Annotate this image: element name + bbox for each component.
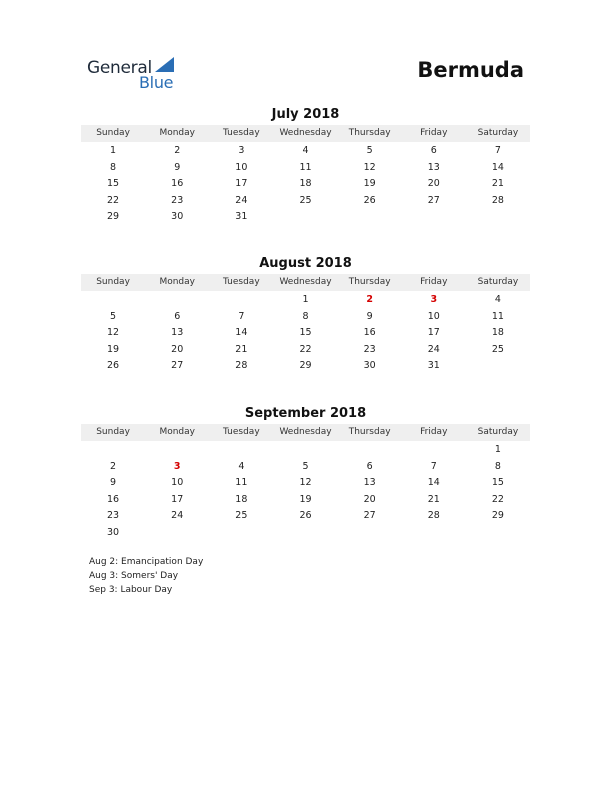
day-cell bbox=[273, 209, 337, 226]
month-title: September 2018 bbox=[244, 406, 367, 421]
week-row bbox=[81, 160, 530, 177]
day-cell: 31 bbox=[235, 211, 248, 223]
day-cell: 28 bbox=[491, 194, 504, 206]
week-row bbox=[81, 492, 530, 509]
day-cell: 24 bbox=[427, 343, 440, 355]
day-cell bbox=[402, 442, 466, 459]
weekday-label: Thursday bbox=[348, 128, 391, 138]
day-cell: 4 bbox=[302, 145, 309, 156]
day-cell bbox=[145, 525, 209, 542]
day-cell bbox=[402, 209, 466, 226]
day-cell bbox=[273, 442, 337, 459]
day-cell bbox=[209, 525, 273, 542]
day-cell bbox=[466, 209, 530, 226]
weekday-label: Wednesday bbox=[279, 277, 332, 287]
holiday-entry: Sep 3: Labour Day bbox=[89, 585, 173, 595]
day-cell: 10 bbox=[235, 161, 248, 173]
day-cell: 15 bbox=[107, 178, 120, 190]
weekday-label: Saturday bbox=[477, 128, 519, 138]
day-cell: 29 bbox=[491, 510, 504, 522]
day-cell: 11 bbox=[235, 477, 248, 489]
day-cell: 5 bbox=[110, 310, 117, 322]
day-cell: 17 bbox=[171, 493, 184, 505]
day-cell: 6 bbox=[366, 460, 373, 472]
week-row bbox=[81, 442, 530, 459]
weekday-label: Friday bbox=[420, 427, 448, 437]
day-cell bbox=[338, 209, 402, 226]
weekday-label: Tuesday bbox=[223, 128, 260, 138]
day-cell: 3 bbox=[238, 145, 245, 156]
day-cell: 10 bbox=[171, 477, 184, 489]
weeks bbox=[81, 143, 530, 226]
day-cell: 5 bbox=[302, 460, 309, 472]
weekday-label: Thursday bbox=[348, 277, 391, 287]
day-cell: 29 bbox=[299, 360, 312, 372]
weekday-label: Tuesday bbox=[223, 277, 260, 287]
day-cell: 31 bbox=[427, 360, 440, 372]
weekday-label: Wednesday bbox=[279, 427, 332, 437]
month-title: July 2018 bbox=[271, 107, 340, 122]
day-cell bbox=[81, 292, 145, 309]
day-cell: 14 bbox=[235, 327, 248, 339]
day-cell: 15 bbox=[299, 327, 312, 339]
day-cell: 30 bbox=[107, 526, 120, 538]
weekday-label: Saturday bbox=[477, 277, 519, 287]
day-cell: 22 bbox=[107, 194, 120, 206]
holiday-day-cell: 3 bbox=[173, 460, 181, 472]
day-cell: 23 bbox=[363, 343, 376, 355]
day-cell: 26 bbox=[107, 360, 120, 372]
weekday-label: Monday bbox=[159, 128, 195, 138]
week-row bbox=[81, 143, 530, 160]
day-cell bbox=[145, 292, 209, 309]
week-row bbox=[81, 459, 530, 476]
weekday-label: Friday bbox=[420, 128, 448, 138]
day-cell bbox=[338, 442, 402, 459]
week-row bbox=[81, 358, 530, 375]
day-cell: 20 bbox=[171, 343, 184, 355]
holiday-day-cell: 3 bbox=[430, 294, 438, 305]
month-september bbox=[81, 406, 530, 542]
day-cell: 4 bbox=[494, 294, 501, 305]
day-cell: 24 bbox=[235, 194, 248, 206]
day-cell: 19 bbox=[107, 343, 120, 355]
day-cell bbox=[81, 442, 145, 459]
day-cell: 24 bbox=[171, 510, 184, 522]
weekday-header bbox=[81, 274, 530, 291]
day-cell: 25 bbox=[299, 194, 312, 206]
day-cell: 8 bbox=[302, 310, 309, 322]
day-cell: 8 bbox=[494, 460, 501, 472]
generalblue-logo bbox=[87, 56, 197, 92]
day-cell: 13 bbox=[171, 327, 184, 339]
day-cell: 7 bbox=[430, 460, 437, 472]
week-row bbox=[81, 525, 530, 542]
day-cell: 26 bbox=[363, 194, 376, 206]
day-cell: 20 bbox=[363, 493, 376, 505]
week-row bbox=[81, 292, 530, 309]
day-cell: 18 bbox=[299, 178, 312, 190]
day-cell bbox=[402, 525, 466, 542]
day-cell: 28 bbox=[427, 510, 440, 522]
week-row bbox=[81, 176, 530, 193]
week-row bbox=[81, 325, 530, 342]
day-cell: 22 bbox=[491, 493, 504, 505]
month-title: August 2018 bbox=[259, 256, 352, 271]
day-cell: 30 bbox=[171, 211, 184, 223]
day-cell: 12 bbox=[299, 477, 312, 489]
day-cell: 28 bbox=[235, 360, 248, 372]
day-cell: 30 bbox=[363, 360, 376, 372]
weekday-header bbox=[81, 125, 530, 142]
weeks bbox=[81, 442, 530, 542]
day-cell: 11 bbox=[299, 161, 312, 173]
weekday-label: Wednesday bbox=[279, 128, 332, 138]
week-row bbox=[81, 309, 530, 326]
weekday-label: Saturday bbox=[477, 427, 519, 437]
day-cell: 12 bbox=[363, 161, 376, 173]
day-cell: 25 bbox=[235, 510, 248, 522]
weekday-label: Friday bbox=[420, 277, 448, 287]
day-cell: 7 bbox=[494, 145, 501, 156]
holiday-entry: Aug 3: Somers' Day bbox=[89, 571, 179, 581]
holiday-list bbox=[89, 555, 203, 597]
day-cell bbox=[338, 525, 402, 542]
day-cell: 1 bbox=[110, 145, 117, 156]
day-cell: 18 bbox=[491, 327, 504, 339]
day-cell: 2 bbox=[174, 145, 181, 156]
day-cell: 17 bbox=[427, 327, 440, 339]
day-cell: 14 bbox=[427, 477, 440, 489]
day-cell: 16 bbox=[171, 178, 184, 190]
week-row bbox=[81, 342, 530, 359]
day-cell bbox=[273, 525, 337, 542]
day-cell: 9 bbox=[174, 161, 181, 173]
day-cell: 19 bbox=[363, 178, 376, 190]
day-cell: 13 bbox=[363, 477, 376, 489]
week-row bbox=[81, 209, 530, 226]
day-cell: 29 bbox=[107, 211, 120, 223]
day-cell: 5 bbox=[366, 145, 373, 156]
day-cell: 12 bbox=[107, 327, 120, 339]
day-cell: 27 bbox=[171, 360, 184, 372]
day-cell: 9 bbox=[110, 477, 117, 489]
day-cell bbox=[209, 442, 273, 459]
day-cell: 18 bbox=[235, 493, 248, 505]
day-cell: 15 bbox=[491, 477, 504, 489]
holiday-day-cell: 2 bbox=[366, 294, 373, 305]
day-cell: 26 bbox=[299, 510, 312, 522]
holiday-entry: Aug 2: Emancipation Day bbox=[89, 557, 204, 567]
day-cell bbox=[466, 525, 530, 542]
country-title: Bermuda bbox=[417, 58, 524, 82]
logo-text-general: General bbox=[87, 58, 152, 78]
day-cell: 25 bbox=[491, 343, 504, 355]
week-row bbox=[81, 508, 530, 525]
month-august bbox=[81, 256, 530, 375]
day-cell: 22 bbox=[299, 343, 312, 355]
day-cell: 19 bbox=[299, 493, 312, 505]
month-july bbox=[81, 107, 530, 226]
day-cell: 7 bbox=[238, 310, 245, 322]
weekday-label: Tuesday bbox=[223, 427, 260, 437]
day-cell: 6 bbox=[174, 310, 181, 322]
day-cell: 27 bbox=[363, 510, 376, 522]
weeks bbox=[81, 292, 530, 375]
weekday-label: Sunday bbox=[96, 277, 130, 287]
day-cell: 13 bbox=[427, 161, 440, 173]
day-cell: 1 bbox=[302, 294, 309, 305]
day-cell bbox=[145, 442, 209, 459]
day-cell: 14 bbox=[491, 161, 504, 173]
day-cell: 27 bbox=[427, 194, 440, 206]
day-cell: 6 bbox=[430, 145, 437, 156]
day-cell: 9 bbox=[366, 310, 373, 322]
day-cell: 1 bbox=[494, 444, 501, 455]
day-cell: 21 bbox=[427, 493, 440, 505]
weekday-label: Monday bbox=[159, 427, 195, 437]
week-row bbox=[81, 475, 530, 492]
weekday-label: Thursday bbox=[348, 427, 391, 437]
day-cell: 16 bbox=[107, 493, 120, 505]
week-row bbox=[81, 193, 530, 210]
day-cell: 23 bbox=[171, 194, 184, 206]
day-cell: 17 bbox=[235, 178, 248, 190]
day-cell: 21 bbox=[491, 178, 504, 190]
day-cell: 20 bbox=[427, 178, 440, 190]
day-cell: 2 bbox=[110, 460, 117, 472]
day-cell: 23 bbox=[107, 510, 120, 522]
day-cell bbox=[466, 358, 530, 375]
logo-text-blue: Blue bbox=[139, 73, 174, 92]
logo-triangle-icon bbox=[155, 57, 174, 72]
day-cell: 8 bbox=[110, 161, 117, 173]
day-cell: 21 bbox=[235, 343, 248, 355]
day-cell: 11 bbox=[491, 310, 504, 322]
weekday-label: Sunday bbox=[96, 427, 130, 437]
day-cell: 16 bbox=[363, 327, 376, 339]
weekday-label: Monday bbox=[159, 277, 195, 287]
day-cell bbox=[209, 292, 273, 309]
weekday-header bbox=[81, 424, 530, 441]
day-cell: 10 bbox=[427, 310, 440, 322]
day-cell: 4 bbox=[238, 460, 245, 472]
weekday-label: Sunday bbox=[96, 128, 130, 138]
